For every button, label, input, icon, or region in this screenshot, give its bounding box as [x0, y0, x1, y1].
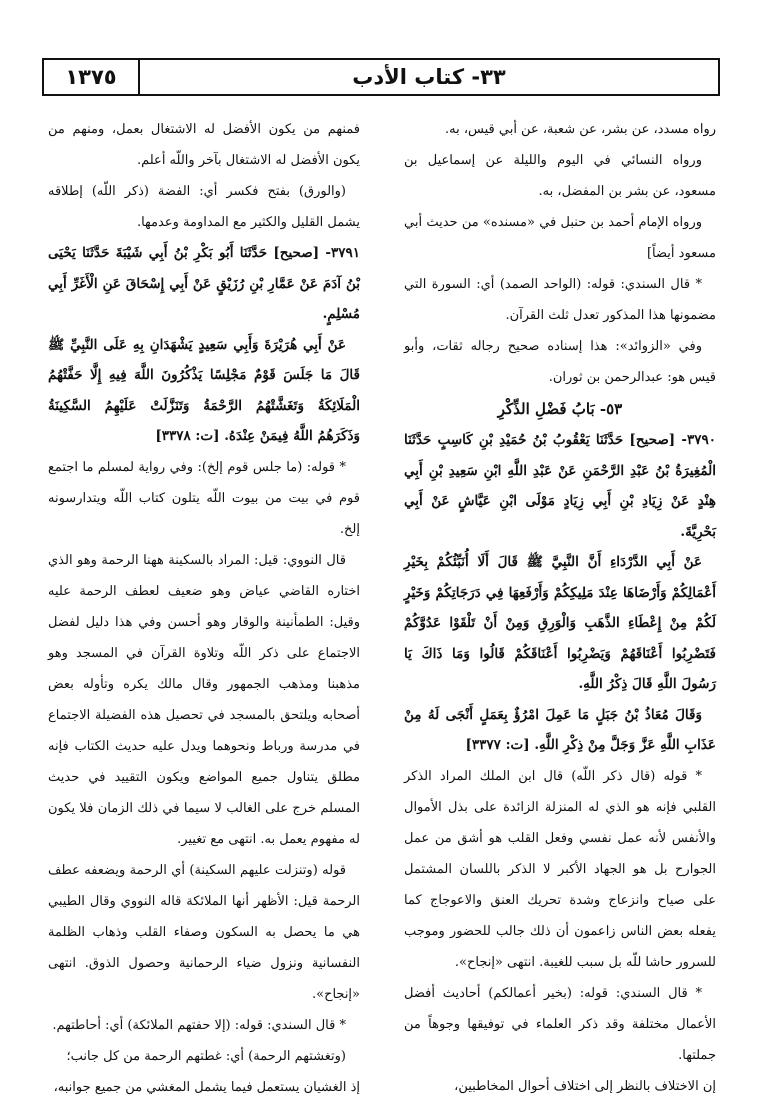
paragraph: وفي «الزوائد»: هذا إسناده صحيح رجاله ثقات، وأبو قيس هو: عبدالرحمن بن ثوران.: [404, 339, 716, 385]
page-header: [42, 58, 720, 96]
paragraph: ورواه الإمام أحمد بن حنبل في «مسنده» من حديث أبي مسعود أيضاً]: [404, 215, 716, 261]
commentary: (وتغشتهم الرحمة) أي: غطتهم الرحمة من كل جانب؛: [66, 1048, 346, 1064]
commentary: * قوله: (ما جلس قوم إلخ): وفي رواية لمسلم ما اجتمع قوم في بيت من بيوت اللّه يتلون كتاب اللّه ويتدارسونه إلخ.: [48, 459, 360, 537]
paragraph: (والورق) بفتح فكسر أي: الفضة (ذكر اللّه) إطلاقه يشمل القليل والكثير مع المداومة وعدمها.: [48, 184, 360, 230]
chapter-title: ٣٣- كتاب الأدب: [352, 65, 506, 89]
commentary: * قوله (قال ذكر اللّه) قال ابن الملك المراد الذكر القلبي فإنه هو الذي له المنزلة الزائدة على بذل الأموال والأنفس لأنه عمل نفسي وفعل القلب هو أشق من عمل الجوارح بل هو الجهاد الأكبر لا الذكر باللسان المشتمل على صياح وانزعاج وشدة تحريك العنق والاعوجاج كما يفعله بعض الناس زاعمون أن ذلك جالب للحضور وموجب للسرور حاشا للّه بل سبب للغيبة. انتهى «إنجاح».: [404, 768, 716, 970]
paragraph: ورواه النسائي في اليوم والليلة عن إسماعيل بن مسعود، عن بشر بن المفضل، به.: [404, 153, 716, 199]
paragraph: فمنهم من يكون الأفضل له الاشتغال بعمل، ومنهم من يكون الأفضل له الاشتغال بآخر واللّه أعلم.: [48, 122, 360, 168]
paragraph: * قال السندي: قوله: (الواحد الصمد) أي: السورة التي مضمونها هذا المذكور تعدل ثلث القرآن.: [404, 277, 716, 323]
section-heading: ٥٣- بَابُ فَضْلِ الذِّكْرِ: [497, 400, 623, 418]
hadith-text: عَنْ أَبِي هُرَيْرَةَ وَأَبِي سَعِيدٍ يَشْهَدَانِ بِهِ عَلَى النَّبِيِّ ﷺ قَالَ مَا جَلَسَ قَوْمٌ مَجْلِسًا يَذْكُرُونَ اللَّهَ فِيهِ إِلَّا حَفَّتْهُمُ الْمَلَائِكَةُ وَتَغَشَّتْهُمُ الرَّحْمَةُ وَتَنَزَّلَتْ عَلَيْهِمُ السَّكِينَةُ وَذَكَرَهُمُ اللَّهُ فِيمَنْ عِنْدَهُ. [ت: ٣٣٧٨]: [48, 336, 360, 444]
hadith-isnad: ٣٧٩٠- [صحيح] حَدَّثَنَا يَعْقُوبُ بْنُ حُمَيْدِ بْنِ كَاسِبٍ حَدَّثَنَا الْمُغِيرَةُ بْنُ عَبْدِ الرَّحْمَنِ عَنْ عَبْدِ اللَّهِ ابْنِ سَعِيدِ بْنِ أَبِي هِنْدٍ عَنْ زِيَادِ بْنِ أَبِي زِيَادٍ مَوْلَى ابْنِ عَيَّاشٍ عَنْ أَبِي بَحْرِيَّةَ.: [404, 432, 716, 540]
hadith-text: عَنْ أَبِي الدَّرْدَاءِ أَنَّ النَّبِيَّ ﷺ قَالَ أَلَا أُنَبِّئُكُمْ بِخَيْرِ أَعْمَالِكُمْ وَأَرْضَاهَا عِنْدَ مَلِيكِكُمْ وَأَرْفَعِهَا فِي دَرَجَاتِكُمْ وَخَيْرٍ لَكُمْ مِنْ إِعْطَاءِ الذَّهَبِ وَالْوَرِقِ وَمِنْ أَنْ تَلْقَوْا عَدُوَّكُمْ فَتَضْرِبُوا أَعْنَاقَهُمْ وَيَضْرِبُوا أَعْنَاقَكُمْ قَالُوا وَمَا ذَاكَ يَا رَسُولَ اللَّهِ قَالَ ذِكْرُ اللَّهِ.: [404, 554, 716, 692]
hadith-text: وَقَالَ مُعَاذُ بْنُ جَبَلٍ مَا عَمِلَ امْرُؤٌ بِعَمَلٍ أَنْجَى لَهُ مِنْ عَذَابِ اللَّهِ عَزَّ وَجَلَّ مِنْ ذِكْرِ اللَّهِ. [ت: ٣٣٧٧]: [404, 706, 716, 753]
commentary: * قال السندي: قوله: (بخير أعمالكم) أحاديث أفضل الأعمال مختلفة وقد ذكر العلماء في توفيقها وجوهاً من جملتها.: [404, 985, 716, 1063]
page-number: ١٣٧٥: [44, 60, 140, 94]
right-column: [404, 114, 716, 1102]
commentary: قال النووي: قيل: المراد بالسكينة ههنا الرحمة وهو الذي اختاره القاضي عياض وهو ضعيف لعطف الرحمة عليه وقيل: الطمأنينة والوقار وهو أحسن وفي هذا دليل لفضل الاجتماع على ذكر اللّه وتلاوة القرآن في المسجد وهو مذهبنا ومذهب الجمهور وقال مالك يكره وتأوله بعض أصحابه ويلتحق بالمسجد في تحصيل هذه الفضيلة الاجتماع في مدرسة ورباط ونحوهما ويدل عليه حديث الكتاب فإنه مطلق يتناول جميع المواضع ويكون التقييد في حديث المسلم خرج على الغالب لا سيما في ذلك الزمان فلا يكون له مفهوم يعمل به. انتهى مع تغيير.: [48, 552, 360, 847]
left-column: [48, 114, 360, 1103]
hadith-isnad: ٣٧٩١- [صحيح] حَدَّثَنَا أَبُو بَكْرِ بْنُ أَبِي شَيْبَةَ حَدَّثَنَا يَحْيَى بْنُ آدَمَ عَنْ عَمَّارِ بْنِ رُزَيْقٍ عَنْ أَبِي إِسْحَاقَ عَنِ الْأَغَرِّ أَبِي مُسْلِمٍ.: [48, 245, 360, 322]
commentary: إذ الغشيان يستعمل فيما يشمل المغشي من جميع جوانبه،: [53, 1079, 360, 1095]
commentary: * قال السندي: قوله: (إلا حفتهم الملائكة) أي: أحاطتهم.: [52, 1017, 346, 1033]
paragraph: رواه مسدد، عن بشر، عن شعبة، عن أبي قيس، به.: [444, 122, 716, 137]
commentary: قوله (وتنزلت عليهم السكينة) أي الرحمة ويضعفه عطف الرحمة قيل: الأظهر أنها الملائكة قاله النووي وقال الطيبي هي ما يحصل به السكون وصفاء القلب وذهاب الظلمة النفسانية ونزول ضياء الرحمانية وحصول الذوق. انتهى «إنجاح».: [48, 862, 360, 1002]
commentary: إن الاختلاف بالنظر إلى اختلاف أحوال المخاطبين،: [454, 1078, 716, 1094]
